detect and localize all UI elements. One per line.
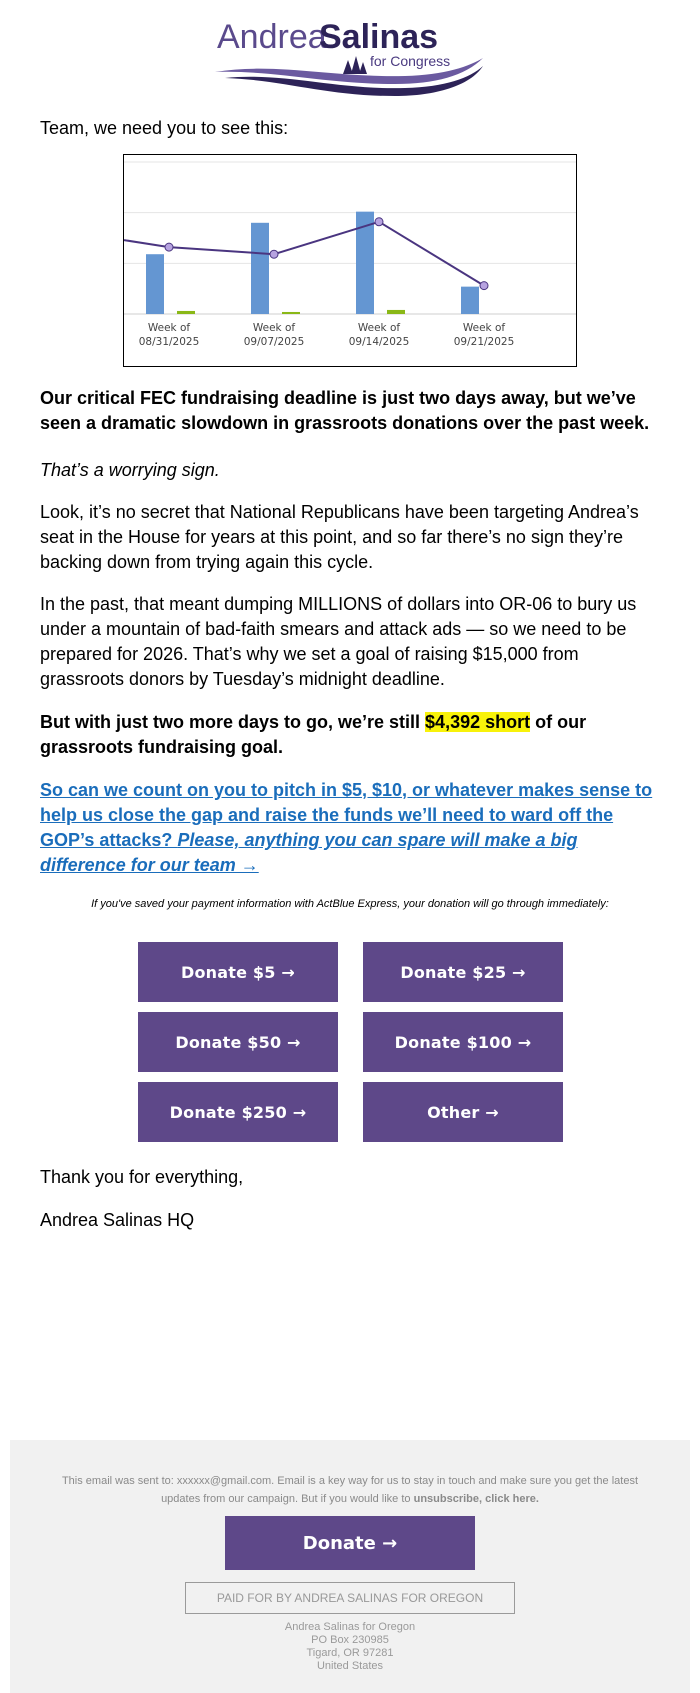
thanks-text: Thank you for everything, — [40, 1167, 244, 1187]
donate-250-button[interactable]: Donate $250 → — [138, 1082, 338, 1142]
footer-sent-body: This email was sent to: xxxxxx@gmail.com. Email is a key way for us to stay in touch and make sure you get the latest updates from our campaign. But if you would like to — [61, 1475, 639, 1505]
chart-x-tick-label: 09/21/2025 — [453, 336, 515, 348]
footer — [10, 1440, 690, 1693]
donate-100-button[interactable]: Donate $100 → — [363, 1012, 563, 1072]
donate-25-button[interactable]: Donate $25 → — [363, 942, 563, 1002]
chart-bar-green — [282, 312, 300, 314]
chart-x-tick-label: 09/07/2025 — [243, 336, 305, 348]
chart-line-point — [270, 250, 278, 258]
logo-last-name: Salinas — [319, 18, 439, 56]
logo-graphic — [215, 10, 485, 98]
goal-paragraph: In the past, that meant dumping MILLIONS of dollars into OR-06 to bury us under a mountain of bad-faith smears and attack ads — so we need to be prepared for 2026. That’s why we set a goal of raising $15,000 from grassroots donors by Tuesday’s midnight deadline. — [40, 594, 637, 689]
chart-line-point — [165, 243, 173, 251]
chart-line-series — [124, 222, 484, 286]
chart-line-point — [375, 218, 383, 226]
logo-trees — [343, 56, 367, 74]
intro-text: Team, we need you to see this: — [40, 118, 289, 138]
chart-x-tick-label: Week of — [147, 322, 191, 334]
donations-chart — [123, 154, 577, 367]
chart-bar-green — [177, 311, 195, 314]
short-text-after: of our grassroots fundraising goal. — [40, 712, 587, 757]
worry-paragraph: That’s a worrying sign. — [40, 460, 220, 480]
donate-50-button[interactable]: Donate $50 → — [138, 1012, 338, 1072]
chart-x-tick-label: Week of — [462, 322, 506, 334]
short-text-before: But with just two more days to go, we’re still — [40, 712, 426, 732]
chart-svg — [124, 155, 576, 366]
signature-text: Andrea Salinas HQ — [40, 1210, 195, 1230]
actblue-note: If you've saved your payment information with ActBlue Express, your donation will go through immediately: — [91, 898, 609, 910]
ask-link[interactable]: So can we count on you to pitch in $5, $10, or whatever makes sense to help us close the gap and raise the funds we’ll need to ward off the GOP’s attacks? — [40, 780, 653, 850]
footer-sent-text — [50, 1472, 650, 1508]
republicans-paragraph: Look, it’s no secret that National Republicans have been targeting Andrea’s seat in the House for years at this point, and so far there’s no sign they’re backing down from trying again this cycle. — [40, 502, 639, 572]
chart-line-point — [480, 282, 488, 290]
footer-donate-button[interactable]: Donate → — [225, 1516, 475, 1570]
logo-tagline: for Congress — [370, 53, 451, 69]
address-line: Tigard, OR 97281 — [306, 1647, 394, 1659]
logo-first-name: Andrea — [217, 18, 327, 56]
paid-for-box: PAID FOR BY ANDREA SALINAS FOR OREGON — [185, 1582, 515, 1614]
address-line: PO Box 230985 — [311, 1634, 389, 1646]
unsubscribe-link[interactable]: unsubscribe, click here. — [413, 1493, 539, 1505]
deadline-paragraph: Our critical FEC fundraising deadline is just two days away, but we’ve seen a dramatic slowdown in grassroots donations over the past week. — [40, 388, 650, 433]
mailing-address — [50, 1621, 650, 1673]
chart-x-tick-label: 09/14/2025 — [348, 336, 410, 348]
donate-other-button[interactable]: Other → — [363, 1082, 563, 1142]
chart-bar-blue — [146, 254, 164, 314]
chart-bar-blue — [461, 287, 479, 314]
short-paragraph — [40, 710, 660, 760]
campaign-logo — [215, 10, 485, 98]
address-line: Andrea Salinas for Oregon — [284, 1621, 416, 1633]
ask-link-italic[interactable]: Please, anything you can spare will make a big difference for our team → — [40, 830, 578, 875]
address-line: United States — [316, 1660, 384, 1672]
chart-bar-green — [387, 310, 405, 314]
chart-x-tick-label: 08/31/2025 — [138, 336, 200, 348]
donate-5-button[interactable]: Donate $5 → — [138, 942, 338, 1002]
ask-link-paragraph — [40, 778, 660, 878]
short-amount-highlight: $4,392 short — [425, 712, 531, 732]
chart-bar-blue — [251, 223, 269, 314]
chart-x-tick-label: Week of — [252, 322, 296, 334]
chart-x-tick-label: Week of — [357, 322, 401, 334]
